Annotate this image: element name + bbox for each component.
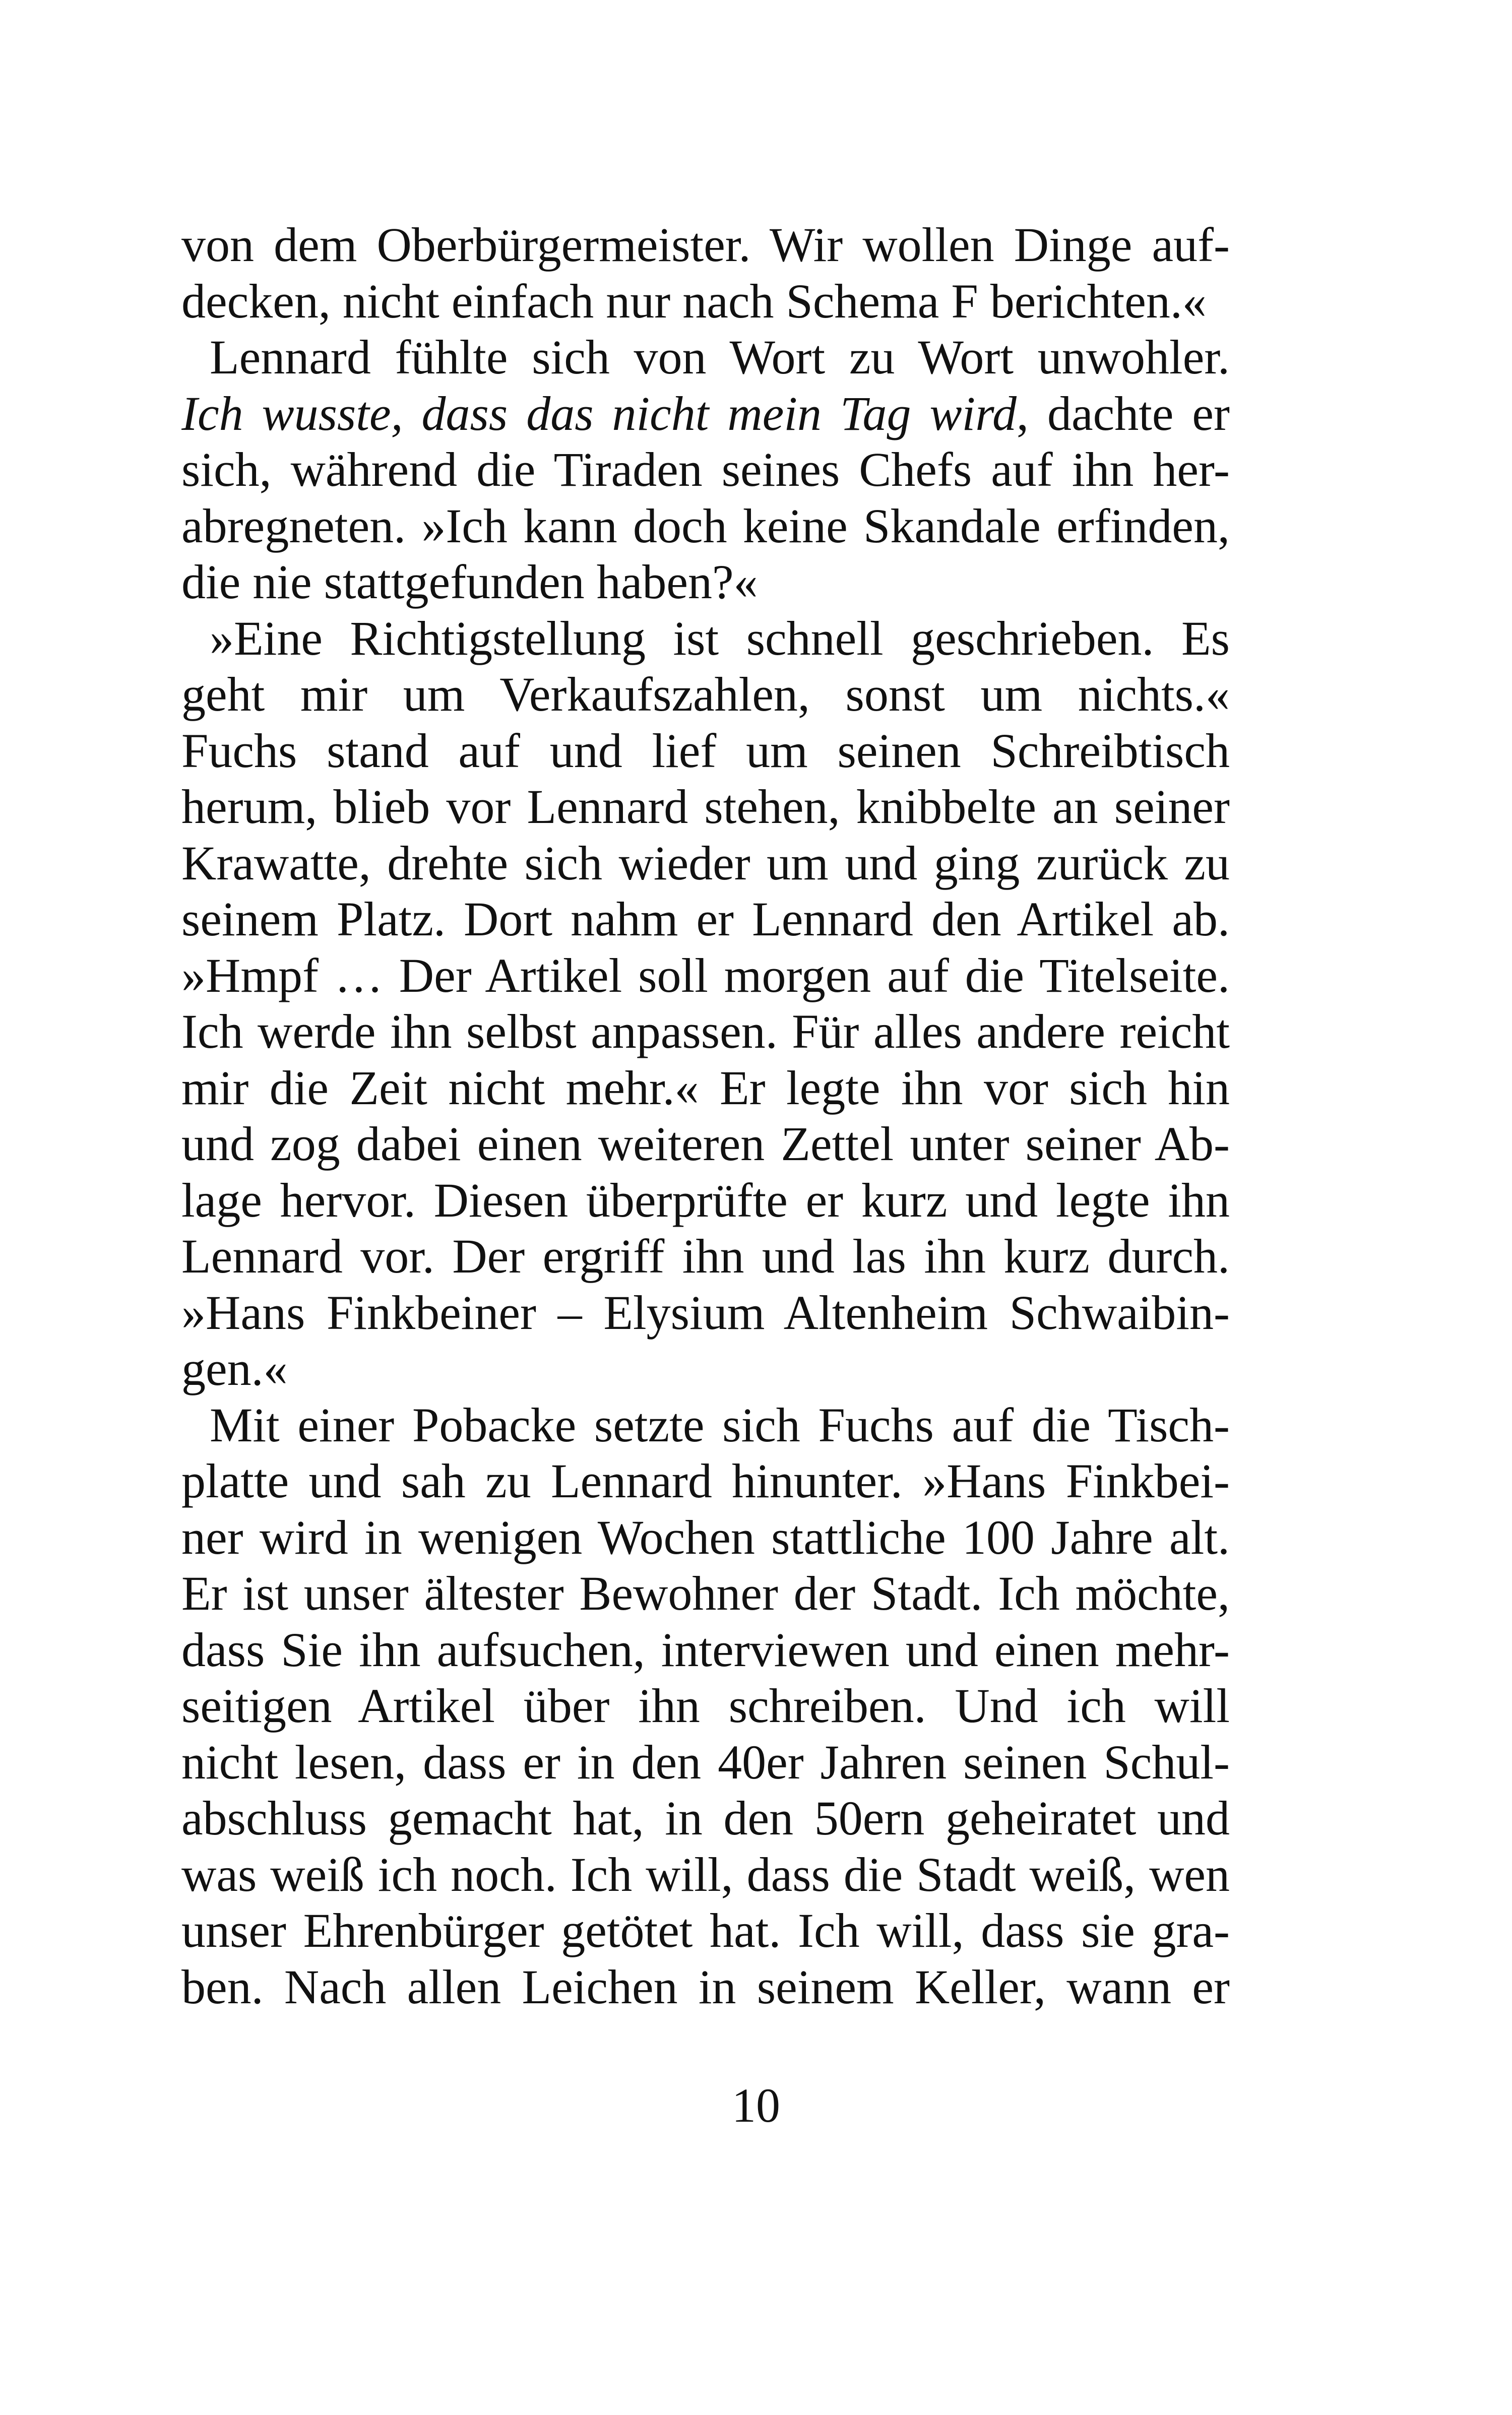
text-line <box>181 1060 1230 1116</box>
text-line <box>181 1509 1230 1566</box>
line-text: Krawatte, drehte sich wieder um und ging zurück zu <box>181 836 1230 890</box>
line-text: von dem Oberbürgermeister. Wir wollen Dinge auf- <box>181 218 1230 272</box>
italic-text: Ich wusste, dass das nicht mein Tag wird <box>181 386 1017 440</box>
line-text: die nie stattgefunden haben?« <box>181 555 758 609</box>
line-text: Ich werde ihn selbst anpassen. Für alles andere reicht <box>181 1004 1230 1058</box>
text-line <box>181 1847 1230 1903</box>
text-line <box>181 386 1230 442</box>
line-text: gen.« <box>181 1342 288 1395</box>
text-line <box>181 723 1230 779</box>
line-text: , dachte er <box>1017 386 1230 440</box>
text-line <box>181 1172 1230 1229</box>
text-line <box>181 1790 1230 1847</box>
text-line <box>181 1959 1230 2015</box>
line-text: Fuchs stand auf und lief um seinen Schreibtisch <box>181 723 1230 778</box>
line-text: mir die Zeit nicht mehr.« Er legte ihn vor sich hin <box>181 1060 1230 1115</box>
line-text: ben. Nach allen Leichen in seinem Keller, wann er <box>181 1959 1230 2014</box>
line-text: lage hervor. Diesen überprüfte er kurz und legte ihn <box>181 1173 1230 1227</box>
body-text <box>181 217 1230 2015</box>
line-text: seinem Platz. Dort nahm er Lennard den Artikel ab. <box>181 892 1230 946</box>
line-text: dass Sie ihn aufsuchen, interviewen und einen mehr- <box>181 1622 1230 1677</box>
text-line <box>181 947 1230 1004</box>
line-text: was weiß ich noch. Ich will, dass die Stadt weiß, wen <box>181 1847 1230 1901</box>
line-text: unser Ehrenbürger getötet hat. Ich will, dass sie gra- <box>181 1903 1230 1957</box>
line-text: Er ist unser ältester Bewohner der Stadt. Ich möchte, <box>181 1566 1230 1620</box>
line-text: »Hans Finkbeiner – Elysium Altenheim Schwaibin- <box>181 1285 1230 1340</box>
text-line <box>181 441 1230 498</box>
text-line <box>181 1003 1230 1060</box>
line-text: nicht lesen, dass er in den 40er Jahren seinen Schul- <box>181 1735 1230 1789</box>
text-line <box>181 610 1230 667</box>
line-text: »Hmpf … Der Artikel soll morgen auf die Titelseite. <box>181 948 1230 1002</box>
text-line <box>181 1622 1230 1678</box>
line-text: Mit einer Pobacke setzte sich Fuchs auf die Tisch- <box>210 1397 1230 1452</box>
line-text: platte und sah zu Lennard hinunter. »Hans Finkbei- <box>181 1454 1230 1508</box>
text-line <box>181 329 1230 386</box>
text-line <box>181 1285 1230 1341</box>
line-text: Lennard vor. Der ergriff ihn und las ihn kurz durch. <box>181 1229 1230 1283</box>
line-text: decken, nicht einfach nur nach Schema F berichten.« <box>181 274 1207 328</box>
text-line <box>181 498 1230 554</box>
line-text: und zog dabei einen weiteren Zettel unter seiner Ab- <box>181 1117 1230 1171</box>
text-line <box>181 891 1230 947</box>
text-line <box>181 1341 1230 1397</box>
text-line <box>181 779 1230 835</box>
text-line <box>181 1565 1230 1622</box>
line-text: geht mir um Verkaufszahlen, sonst um nichts.« <box>181 667 1230 721</box>
line-text: herum, blieb vor Lennard stehen, knibbelte an seiner <box>181 780 1230 834</box>
text-line <box>181 217 1230 273</box>
text-line <box>181 1116 1230 1172</box>
page-number: 10 <box>732 2078 780 2132</box>
line-text: seitigen Artikel über ihn schreiben. Und ich will <box>181 1679 1230 1733</box>
line-text: ner wird in wenigen Wochen stattliche 100 Jahre alt. <box>181 1510 1230 1564</box>
line-text: abschluss gemacht hat, in den 50ern geheiratet und <box>181 1791 1230 1845</box>
text-line <box>181 273 1230 330</box>
text-line <box>181 1734 1230 1791</box>
line-text: Lennard fühlte sich von Wort zu Wort unwohler. <box>210 330 1230 384</box>
text-line <box>181 1678 1230 1734</box>
text-line <box>181 554 1230 610</box>
text-line <box>181 1397 1230 1453</box>
text-line <box>181 666 1230 723</box>
line-text: abregneten. »Ich kann doch keine Skandale erfinden, <box>181 498 1230 553</box>
text-line <box>181 1453 1230 1509</box>
text-line <box>181 1228 1230 1285</box>
line-text: »Eine Richtigstellung ist schnell geschrieben. Es <box>210 611 1230 665</box>
text-line <box>181 835 1230 892</box>
text-line <box>181 1902 1230 1959</box>
line-text: sich, während die Tiraden seines Chefs auf ihn her- <box>181 442 1230 496</box>
